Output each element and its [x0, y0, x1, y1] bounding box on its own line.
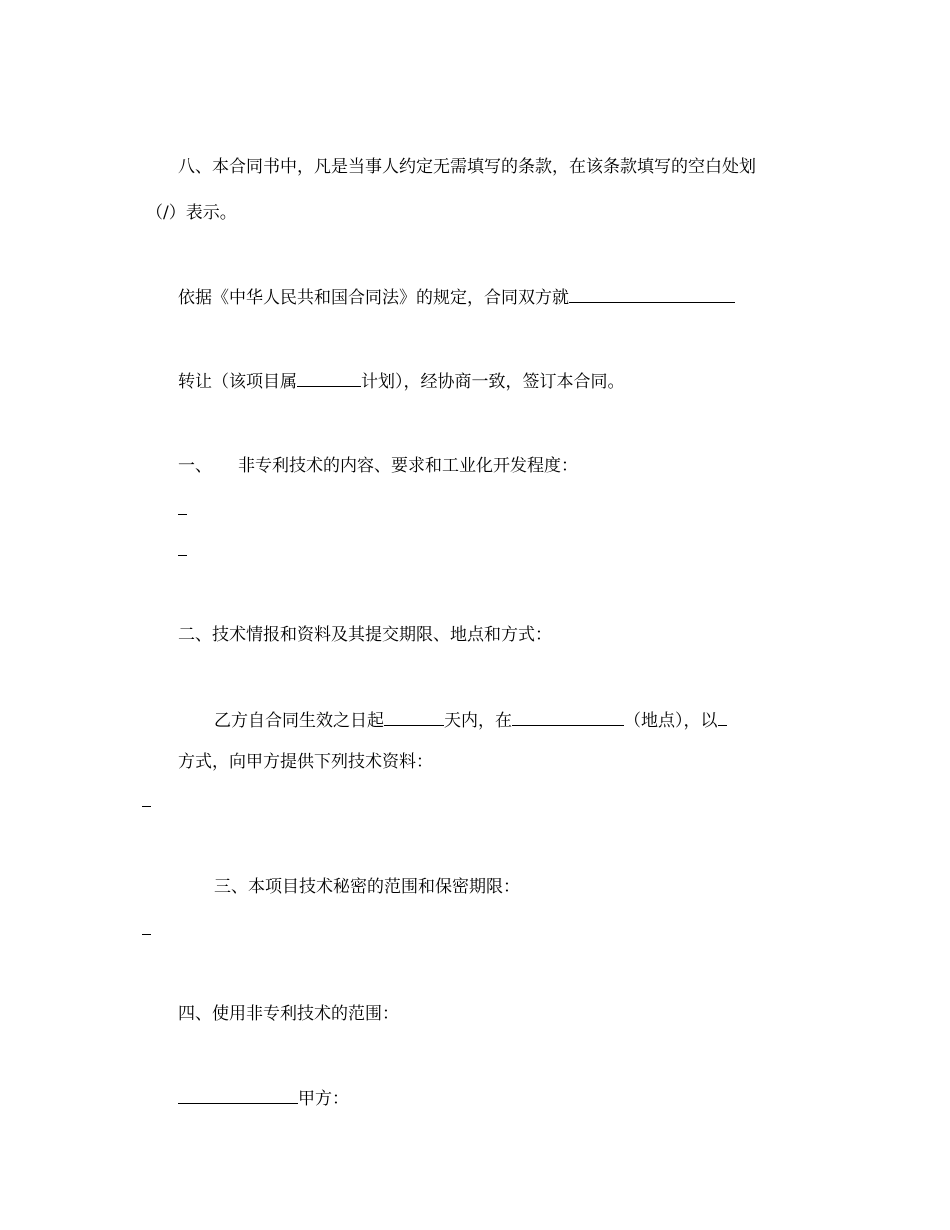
contract-basis-line: [178, 286, 735, 309]
delivery-part-2: 天内，在: [444, 711, 512, 731]
section-3-blank[interactable]: [142, 934, 151, 935]
article-8-continuation: （/）表示。: [146, 203, 237, 223]
party-a-line: [178, 1087, 349, 1110]
transfer-line: [178, 370, 625, 393]
days-blank[interactable]: [384, 709, 444, 726]
section-1-blank-2[interactable]: [178, 555, 187, 556]
section-2-blank[interactable]: [142, 806, 151, 807]
contract-basis-text: 依据《中华人民共和国合同法》的规定，合同双方就: [178, 288, 569, 308]
section-1-blank-1[interactable]: [178, 514, 187, 515]
plan-name-blank[interactable]: [297, 370, 361, 387]
delivery-part-3: （地点），以: [624, 711, 718, 731]
article-8-text: 八、本合同书中，凡是当事人约定无需填写的条款，在该条款填写的空白处划: [178, 157, 756, 177]
section-4-heading: 四、使用非专利技术的范围：: [178, 1004, 399, 1024]
transfer-prefix: 转让（该项目属: [178, 372, 297, 392]
delivery-line-2: 方式，向甲方提供下列技术资料：: [178, 752, 433, 772]
section-2-heading: 二、技术情报和资料及其提交期限、地点和方式：: [178, 625, 552, 645]
party-a-label: 甲方：: [298, 1089, 349, 1109]
section-1-number: 一、: [178, 456, 212, 476]
delivery-line-1: [214, 709, 727, 732]
delivery-part-1: 乙方自合同生效之日起: [214, 711, 384, 731]
location-blank[interactable]: [512, 709, 624, 726]
party-a-blank[interactable]: [178, 1087, 298, 1104]
section-3-heading: 三、本项目技术秘密的范围和保密期限：: [214, 877, 520, 897]
section-1-title: 非专利技术的内容、要求和工业化开发程度：: [238, 456, 578, 476]
project-name-blank[interactable]: [569, 286, 735, 303]
method-blank[interactable]: [718, 709, 727, 726]
section-1-heading: [178, 455, 578, 477]
transfer-suffix: 计划），经协商一致，签订本合同。: [361, 372, 625, 392]
